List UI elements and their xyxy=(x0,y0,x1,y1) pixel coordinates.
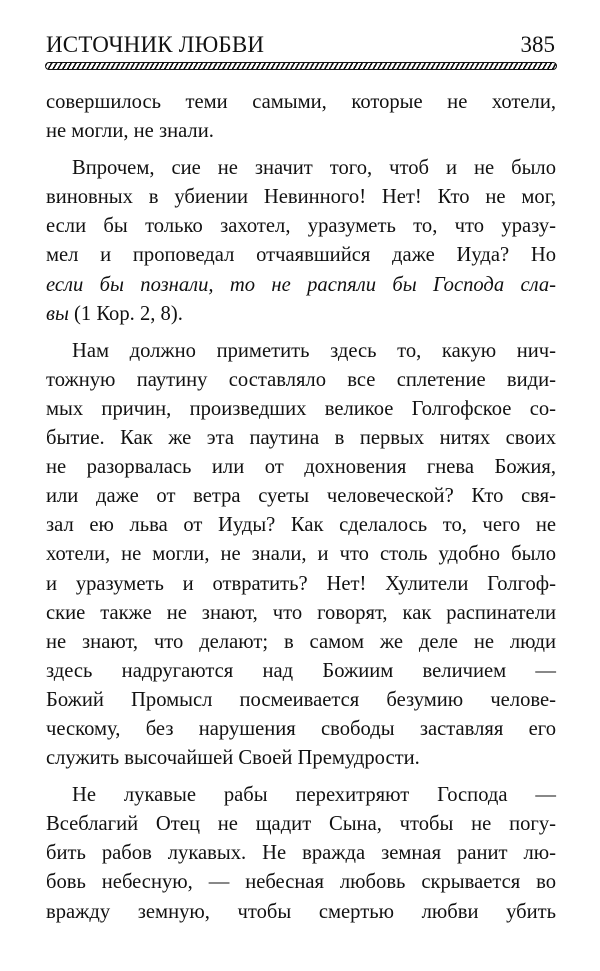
body-text xyxy=(46,88,556,927)
text-line xyxy=(46,88,556,117)
text-run: бить рабов лукавых. Не вражда земная ранит лю- xyxy=(46,842,556,865)
text-run: мых причин, произведших великое Голгофское со- xyxy=(46,397,556,420)
text-line xyxy=(46,453,556,482)
page-number: 385 xyxy=(520,32,555,57)
text-line xyxy=(46,212,556,241)
text-line xyxy=(46,628,556,657)
text-line xyxy=(46,271,556,300)
text-run: Всеблагий Отец не щадит Сына, чтобы не погу- xyxy=(46,813,556,836)
text-run: ческому, без нарушения свободы заставляя его xyxy=(46,717,556,740)
text-line xyxy=(46,599,556,628)
rope-rule-divider xyxy=(45,62,557,70)
text-line xyxy=(46,715,556,744)
text-run: тожную паутину составляло все сплетение види- xyxy=(46,368,556,391)
italic-quote: если бы познали, то не распяли бы Господа сла- xyxy=(46,273,556,296)
text-line xyxy=(46,154,556,183)
text-line xyxy=(46,117,556,146)
text-run: зал ею льва от Иуды? Как сделалось то, чего не xyxy=(46,514,556,537)
text-line xyxy=(46,686,556,715)
text-run: Божий Промысл посмеивается безумию челове- xyxy=(46,688,556,711)
text-line xyxy=(46,868,556,897)
text-run: вражду земную, чтобы смертью любви убить xyxy=(46,900,556,923)
text-line xyxy=(46,482,556,511)
text-line xyxy=(46,395,556,424)
text-run: служить высочайшей Своей Премудрости. xyxy=(46,747,420,770)
text-line xyxy=(46,241,556,270)
text-run: или даже от ветра суеты человеческой? Кто свя- xyxy=(46,485,556,508)
text-line xyxy=(46,657,556,686)
text-run: совершилось теми самыми, которые не хотели, xyxy=(46,91,556,113)
text-run: не знают, что делают; в самом же деле не люди xyxy=(46,630,556,653)
text-run: Впрочем, сие не значит того, чтоб и не было xyxy=(72,157,556,180)
paragraph xyxy=(46,781,556,926)
italic-quote: вы xyxy=(46,302,69,325)
text-run: если бы только захотел, уразуметь то, что уразу- xyxy=(46,215,556,238)
paragraph xyxy=(46,88,556,146)
text-run: бовь небесную, — небесная любовь скрывается во xyxy=(46,871,556,894)
text-run: мел и проповедал отчаявшийся даже Иуда? Но xyxy=(46,244,556,267)
running-title: ИСТОЧНИК ЛЮБВИ xyxy=(46,32,265,57)
text-line xyxy=(46,898,556,927)
text-run: Не лукавые рабы перехитряют Господа — xyxy=(72,784,556,807)
text-line xyxy=(46,300,556,329)
text-run: хотели, не могли, не знали, и что столь удобно было xyxy=(46,543,556,566)
text-line xyxy=(46,839,556,868)
text-run: (1 Кор. 2, 8). xyxy=(68,302,183,325)
text-run: Нам должно приметить здесь то, какую нич- xyxy=(72,339,556,362)
text-run: ские также не знают, что говорят, как распинатели xyxy=(46,601,556,624)
page-header xyxy=(46,22,555,56)
text-run: здесь надругаются над Божиим величием — xyxy=(46,659,556,682)
text-line xyxy=(46,337,556,366)
text-line xyxy=(46,511,556,540)
text-line xyxy=(46,366,556,395)
text-run: бытие. Как же эта паутина в первых нитях своих xyxy=(46,427,556,450)
text-run: виновных в убиении Невинного! Нет! Кто не мог, xyxy=(46,186,556,209)
text-line xyxy=(46,781,556,810)
text-run: и уразуметь и отвратить? Нет! Хулители Голгоф- xyxy=(46,572,556,595)
text-line xyxy=(46,744,556,773)
paragraph xyxy=(46,337,556,773)
text-run: не могли, не знали. xyxy=(46,120,214,143)
text-run: не разорвалась или от дохновения гнева Божия, xyxy=(46,456,556,479)
text-line xyxy=(46,424,556,453)
text-line xyxy=(46,183,556,212)
text-line xyxy=(46,810,556,839)
paragraph xyxy=(46,154,556,329)
text-line xyxy=(46,570,556,599)
text-line xyxy=(46,540,556,569)
